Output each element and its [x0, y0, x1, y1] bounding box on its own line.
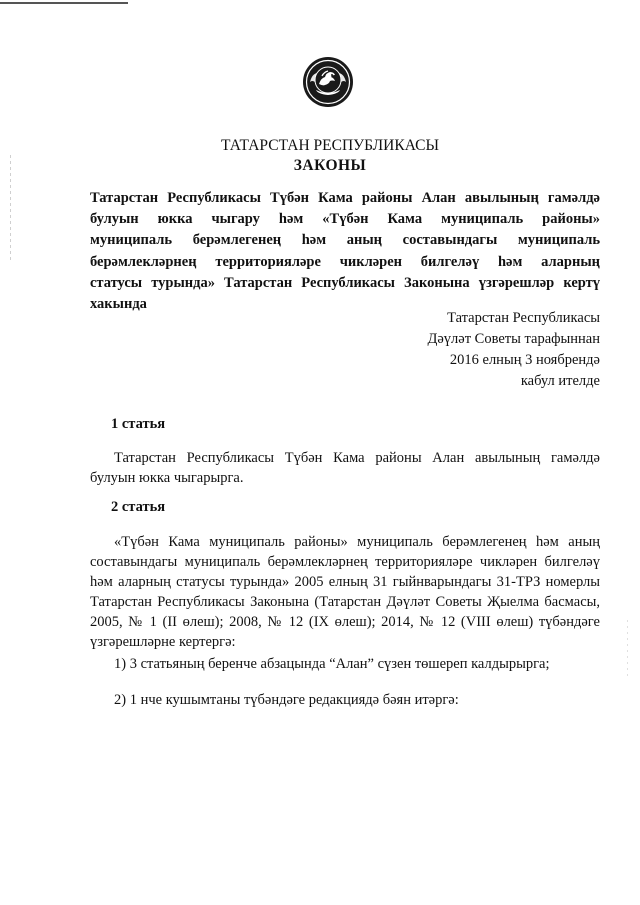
- law-heading-line: муниципаль берәмлегенең һәм аның составындагы муниципаль: [90, 232, 600, 249]
- law-heading: [90, 188, 600, 315]
- paragraph-line: Татарстан Республикасы Түбән Кама районы Алан авылының гамәлдә: [114, 450, 600, 466]
- paragraph-line: Татарстан Республикасы Законына (Татарстан Дәүләт Советы Җыелма басмасы,: [90, 594, 600, 610]
- paragraph-line: 2005, № 1 (II өлеш); 2008, № 12 (IX өлеш); 2014, № 12 (VIII өлеш) түбәндәге: [90, 614, 600, 630]
- scan-artifact-right: [627, 620, 628, 680]
- law-heading-line: Татарстан Республикасы Түбән Кама районы Алан авылының гамәлдә: [90, 190, 600, 206]
- paragraph-line: булуын юкка чыгарырга.: [90, 470, 244, 486]
- paragraph-line: «Түбән Кама муниципаль районы» муниципаль берәмлегенең һәм аның: [114, 534, 600, 550]
- adoption-line: 2016 елның 3 ноябрендә: [449, 352, 600, 368]
- law-heading-line: булуын юкка чыгару һәм «Түбән Кама муниципаль районы»: [90, 211, 600, 228]
- article-2-item-2: 2) 1 нче кушымтаны түбәндәге редакциядә бәян итәргә:: [114, 692, 459, 708]
- document-subtitle: ЗАКОНЫ: [293, 157, 367, 174]
- law-heading-line: берәмлекләрнең территорияләре чикләрен билгеләү һәм аларның: [90, 253, 600, 270]
- coat-of-arms-icon: [302, 56, 354, 108]
- adoption-line: Дәүләт Советы тарафыннан: [427, 331, 600, 347]
- document-title: ТАТАРСТАН РЕСПУБЛИКАСЫ: [221, 137, 439, 154]
- article-2-item-1: 1) 3 статьяның беренче абзацында “Алан” сүзен төшереп калдырырга;: [114, 656, 550, 672]
- article-1-text: [90, 448, 600, 488]
- adoption-line: кабул ителде: [520, 373, 600, 389]
- adoption-block: [340, 308, 600, 392]
- paragraph-line: составындагы муниципаль берәмлекләрнең территорияләре чикләрен билгеләү: [90, 554, 600, 570]
- paragraph-line: һәм аларның статусы турында» 2005 елның 31 гыйнварындагы 31-ТРЗ номерлы: [90, 574, 600, 590]
- adoption-line: Татарстан Республикасы: [447, 310, 600, 326]
- article-1-title: 1 статья: [111, 416, 166, 432]
- law-heading-line: хакында: [90, 296, 147, 313]
- paragraph-line: үзгәрешләрне кертергә:: [90, 634, 236, 650]
- law-heading-line: статусы турында» Татарстан Республикасы Законына үзгәрешләр кертү: [90, 274, 600, 291]
- scan-artifact-line: [0, 2, 128, 4]
- article-2-text: [90, 532, 600, 652]
- article-2-title: 2 статья: [111, 499, 166, 515]
